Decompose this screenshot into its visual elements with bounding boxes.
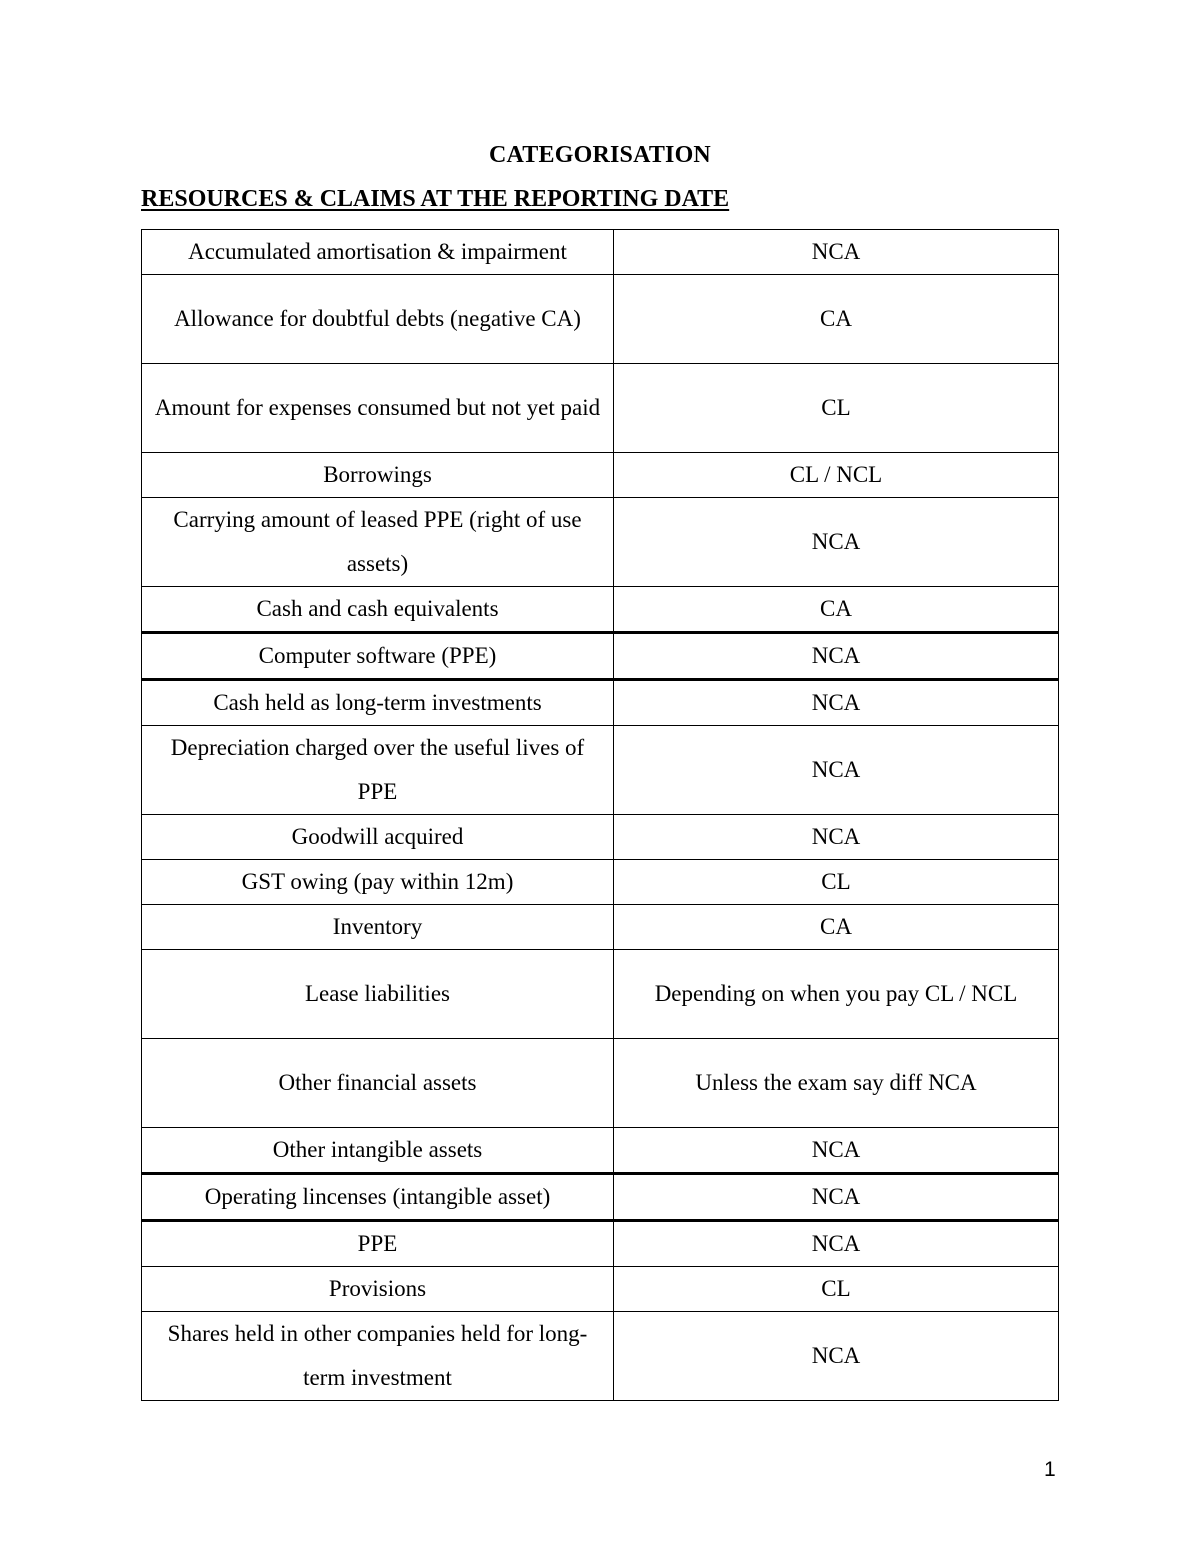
item-cell: PPE xyxy=(142,1221,614,1267)
category-cell: NCA xyxy=(614,1221,1059,1267)
item-cell: Cash and cash equivalents xyxy=(142,587,614,633)
item-cell: Operating lincenses (intangible asset) xyxy=(142,1174,614,1221)
table-row xyxy=(142,275,1059,364)
item-cell: Accumulated amortisation & impairment xyxy=(142,230,614,275)
item-cell: Computer software (PPE) xyxy=(142,633,614,680)
table-row xyxy=(142,453,1059,498)
table-row xyxy=(142,364,1059,453)
table-row xyxy=(142,230,1059,275)
category-cell: NCA xyxy=(614,230,1059,275)
page-number: 1 xyxy=(1044,1458,1056,1481)
table-row xyxy=(142,498,1059,587)
category-cell: NCA xyxy=(614,680,1059,726)
item-cell: Cash held as long-term investments xyxy=(142,680,614,726)
item-cell: Provisions xyxy=(142,1267,614,1312)
item-cell: GST owing (pay within 12m) xyxy=(142,860,614,905)
table-row xyxy=(142,1312,1059,1401)
table-row xyxy=(142,1267,1059,1312)
table-row xyxy=(142,1128,1059,1174)
category-cell: NCA xyxy=(614,633,1059,680)
table-row xyxy=(142,1221,1059,1267)
category-cell: NCA xyxy=(614,1312,1059,1401)
page-title: CATEGORISATION xyxy=(489,142,711,168)
category-cell: NCA xyxy=(614,1128,1059,1174)
item-cell: Amount for expenses consumed but not yet paid xyxy=(142,364,614,453)
table-row xyxy=(142,587,1059,633)
item-cell: Depreciation charged over the useful lives of PPE xyxy=(142,726,614,815)
category-cell: Depending on when you pay CL / NCL xyxy=(614,950,1059,1039)
item-cell: Borrowings xyxy=(142,453,614,498)
item-cell: Other intangible assets xyxy=(142,1128,614,1174)
category-cell: NCA xyxy=(614,498,1059,587)
item-cell: Lease liabilities xyxy=(142,950,614,1039)
table-row xyxy=(142,905,1059,950)
category-cell: CA xyxy=(614,275,1059,364)
item-cell: Shares held in other companies held for long-term investment xyxy=(142,1312,614,1401)
item-cell: Carrying amount of leased PPE (right of use assets) xyxy=(142,498,614,587)
item-cell: Allowance for doubtful debts (negative CA) xyxy=(142,275,614,364)
item-cell: Inventory xyxy=(142,905,614,950)
section-heading: RESOURCES & CLAIMS AT THE REPORTING DATE xyxy=(141,186,730,212)
table-row xyxy=(142,1174,1059,1221)
table-row xyxy=(142,680,1059,726)
table-row xyxy=(142,950,1059,1039)
category-cell: CL xyxy=(614,1267,1059,1312)
category-cell: CA xyxy=(614,905,1059,950)
category-cell: CL xyxy=(614,860,1059,905)
item-cell: Goodwill acquired xyxy=(142,815,614,860)
table-row xyxy=(142,815,1059,860)
category-cell: CL / NCL xyxy=(614,453,1059,498)
category-cell: CA xyxy=(614,587,1059,633)
category-cell: NCA xyxy=(614,1174,1059,1221)
table-row xyxy=(142,633,1059,680)
table-row xyxy=(142,860,1059,905)
item-cell: Other financial assets xyxy=(142,1039,614,1128)
categorisation-table xyxy=(141,229,1059,1401)
category-cell: NCA xyxy=(614,726,1059,815)
table-row xyxy=(142,1039,1059,1128)
category-cell: NCA xyxy=(614,815,1059,860)
category-cell: CL xyxy=(614,364,1059,453)
category-cell: Unless the exam say diff NCA xyxy=(614,1039,1059,1128)
table-row xyxy=(142,726,1059,815)
